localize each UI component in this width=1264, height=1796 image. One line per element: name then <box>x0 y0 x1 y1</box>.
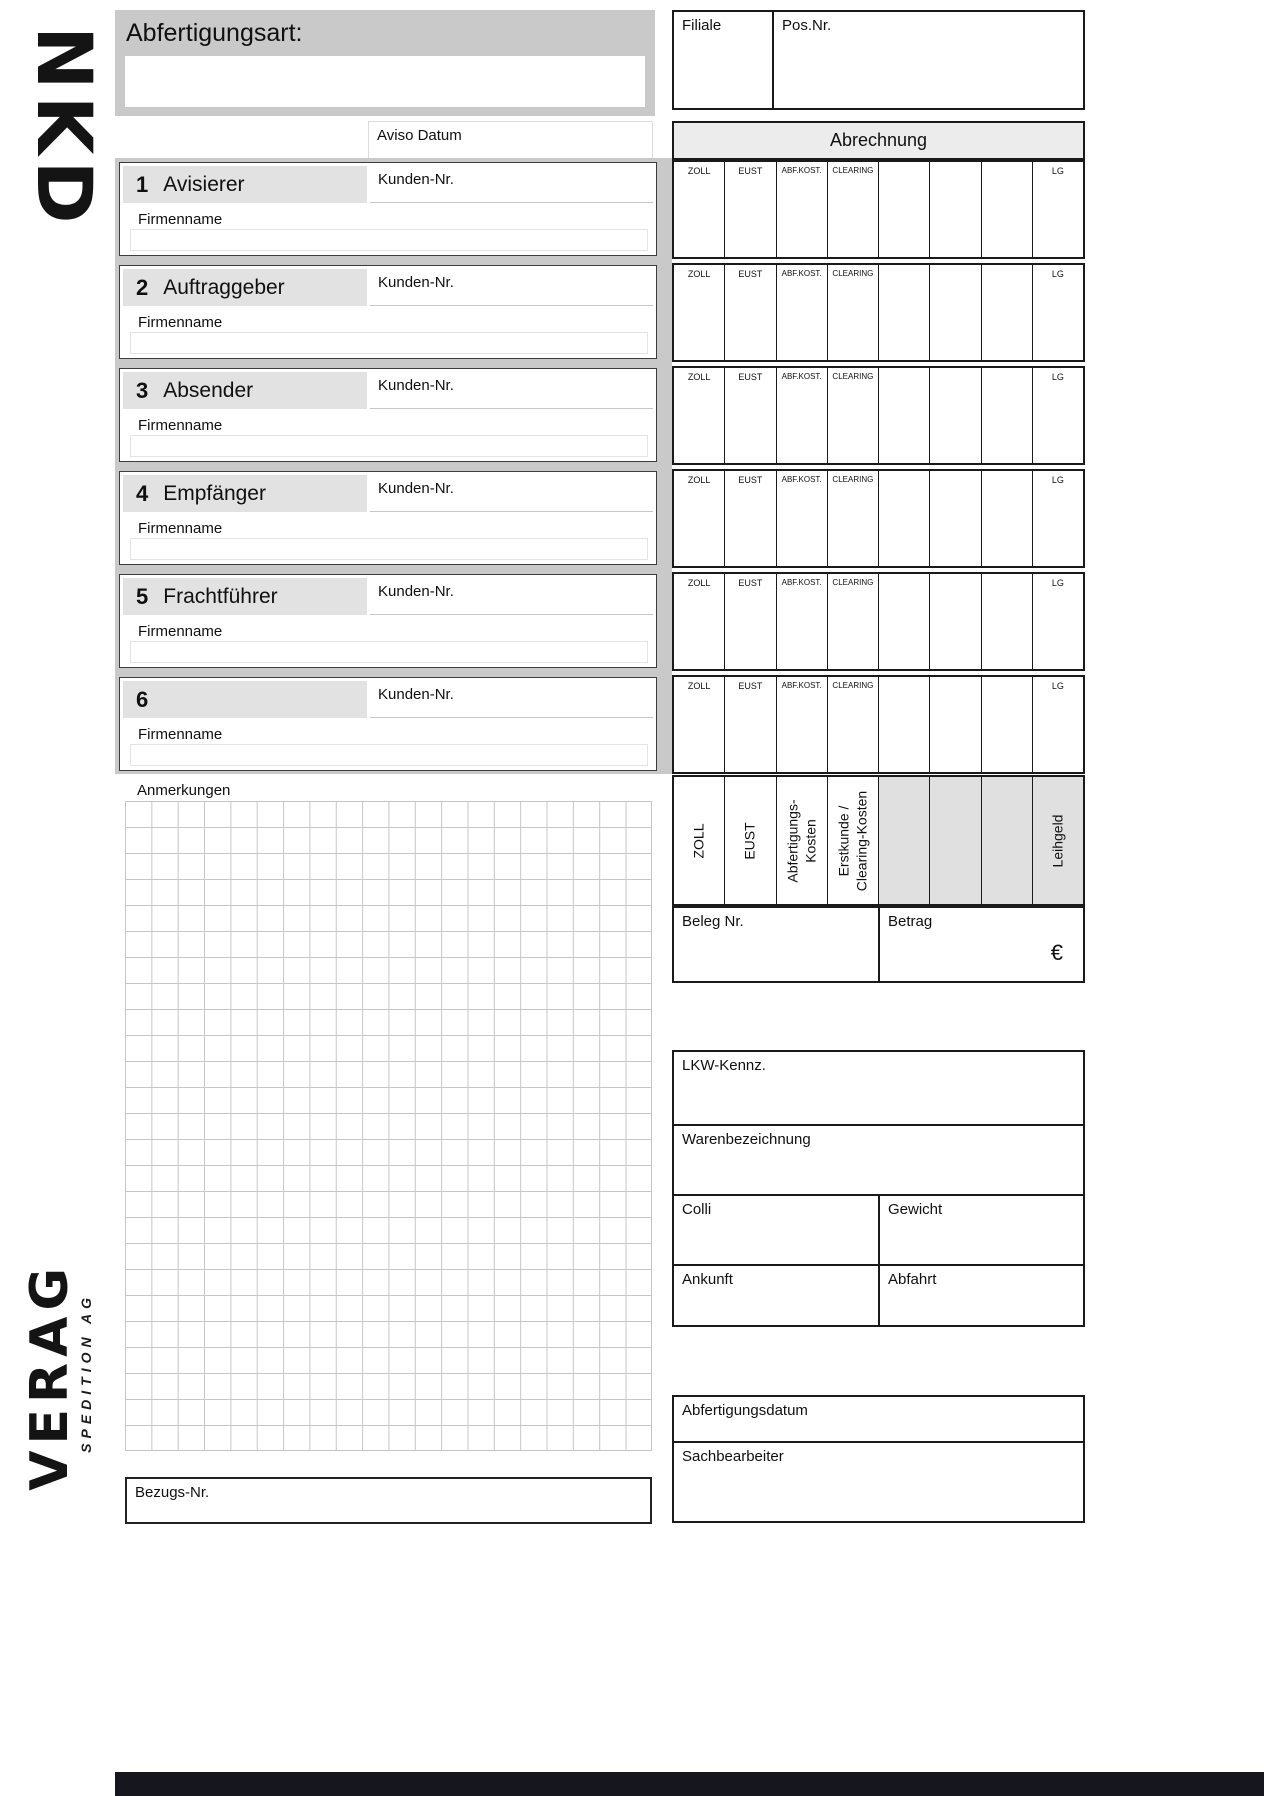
lg-col-label: LG <box>1051 475 1064 485</box>
aviso-datum-label: Aviso Datum <box>377 127 462 144</box>
sachbearbeiter-field[interactable] <box>674 1443 1083 1521</box>
zoll-col-label: ZOLL <box>687 166 711 176</box>
kunden-nr-field[interactable] <box>370 269 653 306</box>
lkw-kennz-field[interactable] <box>674 1052 1083 1124</box>
section-name: Absender <box>163 378 254 402</box>
section-frachtfuehrer-title <box>123 578 367 615</box>
bottom-bar <box>115 1772 1264 1796</box>
beleg-nr-field[interactable] <box>674 908 880 981</box>
eust-cell[interactable] <box>724 574 775 669</box>
verag-subtitle <box>74 1200 98 1545</box>
beleg-nr-label: Beleg Nr. <box>682 913 744 930</box>
firmenname-label: Firmenname <box>138 314 223 331</box>
abfkost-col-label: ABF.KOST. <box>781 372 822 381</box>
lg-col-label: LG <box>1051 166 1064 176</box>
section-number: 1 <box>136 171 149 197</box>
empty-cell[interactable] <box>929 471 980 566</box>
lg-cell[interactable] <box>1032 677 1083 772</box>
section-name: Auftraggeber <box>163 275 285 299</box>
clearingkosten-band-cell <box>827 777 878 904</box>
filiale-label: Filiale <box>682 17 722 34</box>
lg-col-label: LG <box>1051 681 1064 691</box>
abrechnung-row-4 <box>672 469 1085 568</box>
empty-cell[interactable] <box>981 368 1032 463</box>
sachbearbeiter-label: Sachbearbeiter <box>682 1448 784 1465</box>
verag-subtitle-text: SPEDITION AG <box>78 1292 94 1453</box>
clearingkosten-band-label: Erstkunde / Clearing-Kosten <box>835 790 869 891</box>
bezugs-nr-field[interactable] <box>125 1477 652 1524</box>
empty-cell[interactable] <box>929 574 980 669</box>
clearing-cell[interactable] <box>827 677 878 772</box>
section-avisierer <box>119 162 657 256</box>
abfkost-cell[interactable] <box>776 471 827 566</box>
zoll-col-label: ZOLL <box>687 578 711 588</box>
abrechnung-column-band <box>672 775 1085 906</box>
ankunft-abfahrt-row <box>674 1264 1083 1325</box>
aviso-datum-field[interactable] <box>368 121 653 160</box>
clearing-col-label: CLEARING <box>832 372 874 381</box>
lkw-kennz-label: LKW-Kennz. <box>682 1057 766 1074</box>
eust-col-label: EUST <box>738 578 763 588</box>
empty-cell[interactable] <box>878 265 929 360</box>
filiale-field[interactable] <box>674 12 774 108</box>
leihgeld-band-label: Leihgeld <box>1049 814 1066 867</box>
lg-col-label: LG <box>1051 578 1064 588</box>
eust-col-label: EUST <box>738 475 763 485</box>
section-frachtfuehrer <box>119 574 657 668</box>
lg-cell[interactable] <box>1032 574 1083 669</box>
bezugs-nr-label: Bezugs-Nr. <box>135 1484 210 1501</box>
firmenname-label: Firmenname <box>138 726 223 743</box>
section-number: 2 <box>136 274 149 300</box>
ankunft-field[interactable] <box>674 1266 880 1325</box>
abrechnung-header <box>672 121 1085 160</box>
kunden-nr-label: Kunden-Nr. <box>378 171 454 188</box>
clearing-col-label: CLEARING <box>832 166 874 175</box>
section-number: 3 <box>136 377 149 403</box>
processing-block <box>672 1395 1085 1523</box>
empty-cell[interactable] <box>981 471 1032 566</box>
lg-cell[interactable] <box>1032 471 1083 566</box>
lg-cell[interactable] <box>1032 368 1083 463</box>
section-number: 4 <box>136 480 149 506</box>
section-6-title <box>123 681 367 718</box>
euro-sign: € <box>1050 940 1063 965</box>
abfkost-col-label: ABF.KOST. <box>781 166 822 175</box>
empty-cell[interactable] <box>981 265 1032 360</box>
eust-col-label: EUST <box>738 681 763 691</box>
section-name: Frachtführer <box>163 584 278 608</box>
cargo-block <box>672 1050 1085 1327</box>
zoll-cell[interactable] <box>674 265 724 360</box>
eust-col-label: EUST <box>738 269 763 279</box>
empty-cell[interactable] <box>878 471 929 566</box>
clearing-cell[interactable] <box>827 265 878 360</box>
eust-cell[interactable] <box>724 368 775 463</box>
zoll-cell[interactable] <box>674 574 724 669</box>
abfkost-cell[interactable] <box>776 265 827 360</box>
firmenname-label: Firmenname <box>138 417 223 434</box>
beleg-betrag-row <box>672 906 1085 983</box>
empty-cell[interactable] <box>981 162 1032 257</box>
clearing-col-label: CLEARING <box>832 269 874 278</box>
empty-cell[interactable] <box>929 265 980 360</box>
section-6 <box>119 677 657 771</box>
firmenname-field[interactable] <box>130 538 648 560</box>
abfahrt-field[interactable] <box>880 1266 1083 1325</box>
eust-col-label: EUST <box>738 166 763 176</box>
clearing-cell[interactable] <box>827 368 878 463</box>
lg-cell[interactable] <box>1032 265 1083 360</box>
abrechnung-row-1 <box>672 160 1085 259</box>
section-avisierer-title <box>123 166 367 203</box>
abfertigungskosten-band-cell <box>776 777 827 904</box>
verag-logo-text: VERAG <box>20 1261 80 1491</box>
gewicht-field[interactable] <box>880 1196 1083 1264</box>
abrechnung-row-3 <box>672 366 1085 465</box>
abrechnung-row-5 <box>672 572 1085 671</box>
abfkost-cell[interactable] <box>776 574 827 669</box>
empty-band-cell <box>981 777 1032 904</box>
eust-col-label: EUST <box>738 372 763 382</box>
warenbezeichnung-label: Warenbezeichnung <box>682 1131 811 1148</box>
posnr-label: Pos.Nr. <box>782 17 832 34</box>
section-auftraggeber-title <box>123 269 367 306</box>
eust-cell[interactable] <box>724 265 775 360</box>
section-empfaenger <box>119 471 657 565</box>
empty-band-cell <box>929 777 980 904</box>
eust-band-label: EUST <box>741 821 758 860</box>
colli-gewicht-row <box>674 1194 1083 1264</box>
abfahrt-label: Abfahrt <box>888 1271 937 1288</box>
section-empfaenger-title <box>123 475 367 512</box>
abfkost-cell[interactable] <box>776 162 827 257</box>
lg-col-label: LG <box>1051 372 1064 382</box>
empty-cell[interactable] <box>981 677 1032 772</box>
kunden-nr-field[interactable] <box>370 578 653 615</box>
abrechnung-title: Abrechnung <box>829 130 928 150</box>
ankunft-label: Ankunft <box>682 1271 733 1288</box>
betrag-label: Betrag <box>888 913 933 930</box>
firmenname-field[interactable] <box>130 332 648 354</box>
anmerkungen-grid-field[interactable] <box>125 801 652 1451</box>
lg-cell[interactable] <box>1032 162 1083 257</box>
zoll-col-label: ZOLL <box>687 269 711 279</box>
empty-cell[interactable] <box>929 677 980 772</box>
zoll-col-label: ZOLL <box>687 681 711 691</box>
colli-field[interactable] <box>674 1196 880 1264</box>
section-name: Empfänger <box>163 481 266 505</box>
filiale-posnr-box <box>672 10 1085 110</box>
eust-cell[interactable] <box>724 471 775 566</box>
abfkost-col-label: ABF.KOST. <box>781 269 822 278</box>
zoll-cell[interactable] <box>674 471 724 566</box>
abfertigungsart-panel <box>115 10 655 116</box>
kunden-nr-field[interactable] <box>370 681 653 718</box>
abfertigungsdatum-label: Abfertigungsdatum <box>682 1402 808 1419</box>
section-absender <box>119 368 657 462</box>
abfkost-col-label: ABF.KOST. <box>781 681 822 690</box>
kunden-nr-field[interactable] <box>370 166 653 203</box>
abfkost-col-label: ABF.KOST. <box>781 578 822 587</box>
empty-band-cell <box>878 777 929 904</box>
eust-band-cell <box>724 777 775 904</box>
kunden-nr-field[interactable] <box>370 372 653 409</box>
betrag-field[interactable] <box>880 908 1083 981</box>
zoll-band-cell <box>674 777 724 904</box>
zoll-cell[interactable] <box>674 368 724 463</box>
clearing-col-label: CLEARING <box>832 578 874 587</box>
zoll-col-label: ZOLL <box>687 475 711 485</box>
kunden-nr-label: Kunden-Nr. <box>378 377 454 394</box>
abfertigungskosten-band-label: Abfertigungs-Kosten <box>784 798 818 883</box>
clearing-cell[interactable] <box>827 574 878 669</box>
colli-label: Colli <box>682 1201 712 1218</box>
eust-cell[interactable] <box>724 677 775 772</box>
kunden-nr-label: Kunden-Nr. <box>378 480 454 497</box>
clearing-col-label: CLEARING <box>832 475 874 484</box>
kunden-nr-label: Kunden-Nr. <box>378 583 454 600</box>
firmenname-label: Firmenname <box>138 520 223 537</box>
empty-cell[interactable] <box>981 574 1032 669</box>
section-auftraggeber <box>119 265 657 359</box>
gewicht-label: Gewicht <box>888 1201 943 1218</box>
empty-cell[interactable] <box>929 162 980 257</box>
firmenname-field[interactable] <box>130 435 648 457</box>
firmenname-field[interactable] <box>130 641 648 663</box>
verag-logo <box>20 1226 80 1526</box>
posnr-field[interactable] <box>774 12 1083 108</box>
empty-cell[interactable] <box>929 368 980 463</box>
warenbezeichnung-field[interactable] <box>674 1124 1083 1194</box>
lg-col-label: LG <box>1051 269 1064 279</box>
firmenname-label: Firmenname <box>138 211 223 228</box>
empty-cell[interactable] <box>878 677 929 772</box>
zoll-cell[interactable] <box>674 162 724 257</box>
abfertigungsart-field[interactable] <box>125 56 645 107</box>
firmenname-label: Firmenname <box>138 623 223 640</box>
abrechnung-row-6 <box>672 675 1085 774</box>
abfkost-col-label: ABF.KOST. <box>781 475 822 484</box>
leihgeld-band-cell <box>1032 777 1083 904</box>
section-absender-title <box>123 372 367 409</box>
clearing-cell[interactable] <box>827 162 878 257</box>
abrechnung-row-2 <box>672 263 1085 362</box>
section-name: Avisierer <box>163 172 245 196</box>
abfertigungsdatum-field[interactable] <box>674 1397 1083 1443</box>
nkd-logo-text: NKD <box>20 26 109 230</box>
empty-cell[interactable] <box>878 574 929 669</box>
section-number: 6 <box>136 686 149 712</box>
clearing-cell[interactable] <box>827 471 878 566</box>
firmenname-field[interactable] <box>130 229 648 251</box>
anmerkungen-label: Anmerkungen <box>137 782 231 799</box>
eust-cell[interactable] <box>724 162 775 257</box>
nkd-logo <box>18 26 110 261</box>
abfkost-cell[interactable] <box>776 368 827 463</box>
kunden-nr-label: Kunden-Nr. <box>378 686 454 703</box>
kunden-nr-field[interactable] <box>370 475 653 512</box>
kunden-nr-label: Kunden-Nr. <box>378 274 454 291</box>
empty-cell[interactable] <box>878 162 929 257</box>
firmenname-field[interactable] <box>130 744 648 766</box>
clearing-col-label: CLEARING <box>832 681 874 690</box>
abfertigungsart-label: Abfertigungsart: <box>126 19 303 47</box>
zoll-col-label: ZOLL <box>687 372 711 382</box>
zoll-cell[interactable] <box>674 677 724 772</box>
section-number: 5 <box>136 583 149 609</box>
abfkost-cell[interactable] <box>776 677 827 772</box>
empty-cell[interactable] <box>878 368 929 463</box>
zoll-band-label: ZOLL <box>690 823 707 859</box>
